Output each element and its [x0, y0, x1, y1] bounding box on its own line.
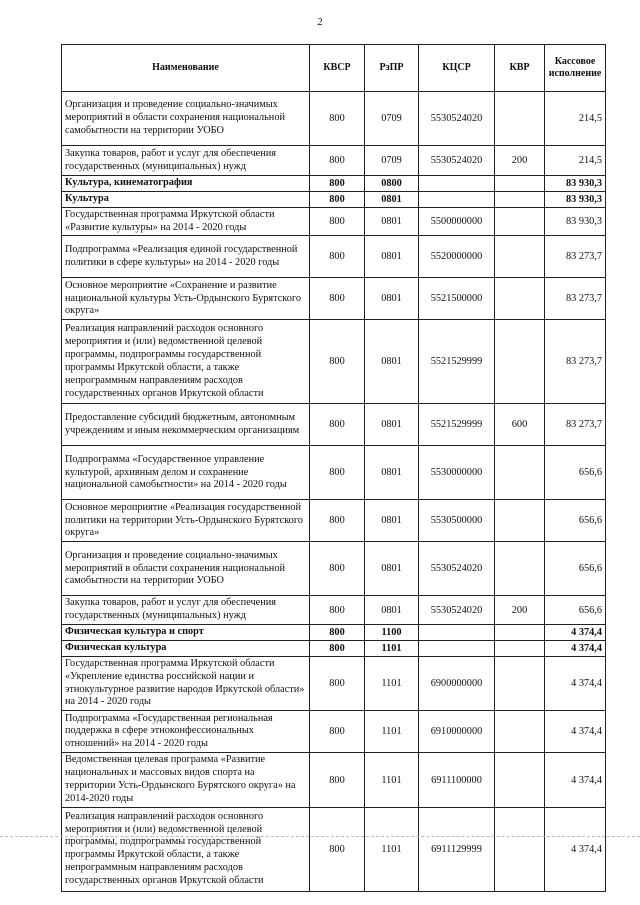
cell-amount: 656,6 — [545, 542, 606, 596]
page-number: 2 — [317, 16, 323, 28]
cell-rzpr: 0801 — [365, 404, 419, 446]
cell-kcsr: 5521529999 — [419, 404, 495, 446]
cell-name: Закупка товаров, работ и услуг для обеспечения государственных (муниципальных) нужд — [62, 596, 310, 625]
header-kcsr: КЦСР — [419, 45, 495, 92]
cell-rzpr: 1101 — [365, 807, 419, 891]
cell-rzpr: 0801 — [365, 191, 419, 207]
cell-kvsr: 800 — [310, 596, 365, 625]
cell-kvr — [495, 278, 545, 320]
table-row — [62, 500, 606, 542]
cell-kvr — [495, 500, 545, 542]
header-amount: Кассовое исполнение — [545, 45, 606, 92]
cell-kvr: 200 — [495, 596, 545, 625]
cell-name: Предоставление субсидий бюджетным, автономным учреждениям и иным некоммерческим организациям — [62, 404, 310, 446]
cell-rzpr: 1101 — [365, 656, 419, 710]
cell-kvsr: 800 — [310, 404, 365, 446]
cell-kvr — [495, 625, 545, 641]
cell-name: Организация и проведение социально-значимых мероприятий в области сохранения национальной самобытности на территории УОБО — [62, 542, 310, 596]
cell-kcsr: 5530000000 — [419, 446, 495, 500]
cell-name: Государственная программа Иркутской области «Развитие культуры» на 2014 - 2020 годы — [62, 207, 310, 236]
header-kvr: КВР — [495, 45, 545, 92]
table-row — [62, 446, 606, 500]
cell-kvsr: 800 — [310, 146, 365, 176]
table-body — [62, 92, 606, 892]
cell-rzpr: 0800 — [365, 176, 419, 192]
cell-kvsr: 800 — [310, 207, 365, 236]
cell-rzpr: 0801 — [365, 278, 419, 320]
cell-kvr — [495, 92, 545, 146]
cell-amount: 4 374,4 — [545, 711, 606, 753]
cell-kvr: 200 — [495, 146, 545, 176]
cell-kvsr: 800 — [310, 656, 365, 710]
cell-rzpr: 0709 — [365, 146, 419, 176]
table-row — [62, 625, 606, 641]
cell-name: Физическая культура и спорт — [62, 625, 310, 641]
scan-artifact-line — [0, 836, 640, 837]
cell-name: Ведомственная целевая программа «Развитие национальных и массовых видов спорта на территории Усть-Ордынского Бурятского округа» на 2014-2020 годы — [62, 753, 310, 807]
cell-kcsr: 5521500000 — [419, 278, 495, 320]
table-row — [62, 207, 606, 236]
cell-amount: 656,6 — [545, 446, 606, 500]
cell-kvr — [495, 236, 545, 278]
cell-kcsr: 5520000000 — [419, 236, 495, 278]
cell-rzpr: 0801 — [365, 446, 419, 500]
table-header-row — [62, 45, 606, 92]
table-row — [62, 807, 606, 891]
table-row — [62, 236, 606, 278]
cell-amount: 4 374,4 — [545, 807, 606, 891]
cell-name: Подпрограмма «Реализация единой государственной политики в сфере культуры» на 2014 - 2020 годы — [62, 236, 310, 278]
cell-kcsr: 5500000000 — [419, 207, 495, 236]
cell-rzpr: 0801 — [365, 500, 419, 542]
cell-kcsr — [419, 625, 495, 641]
cell-name: Реализация направлений расходов основного мероприятия и (или) ведомственной целевой программы, подпрограммы государственной программы Иркутской области, а также непрограммным направлениям расходов государственных органов Иркутской области — [62, 320, 310, 404]
cell-name: Культура — [62, 191, 310, 207]
cell-name: Реализация направлений расходов основного мероприятия и (или) ведомственной целевой программы, подпрограммы государственной программы Иркутской области, а также непрограммным направлениям расходов государственных органов Иркутской области — [62, 807, 310, 891]
cell-kcsr — [419, 191, 495, 207]
cell-kcsr: 5521529999 — [419, 320, 495, 404]
cell-kcsr: 5530524020 — [419, 596, 495, 625]
cell-amount: 83 273,7 — [545, 236, 606, 278]
table-row — [62, 191, 606, 207]
cell-rzpr: 1101 — [365, 711, 419, 753]
cell-amount: 83 273,7 — [545, 278, 606, 320]
cell-kvr — [495, 446, 545, 500]
cell-rzpr: 0801 — [365, 596, 419, 625]
cell-kvr — [495, 753, 545, 807]
cell-kvr — [495, 207, 545, 236]
cell-kvsr: 800 — [310, 500, 365, 542]
cell-kvr — [495, 542, 545, 596]
cell-kvsr: 800 — [310, 236, 365, 278]
cell-kvr — [495, 191, 545, 207]
cell-kvsr: 800 — [310, 625, 365, 641]
cell-kvsr: 800 — [310, 753, 365, 807]
cell-kvsr: 800 — [310, 92, 365, 146]
cell-kcsr: 6910000000 — [419, 711, 495, 753]
cell-rzpr: 1101 — [365, 641, 419, 657]
cell-amount: 83 273,7 — [545, 404, 606, 446]
cell-kvsr: 800 — [310, 446, 365, 500]
cell-kcsr: 5530524020 — [419, 542, 495, 596]
table-row — [62, 404, 606, 446]
cell-rzpr: 1100 — [365, 625, 419, 641]
cell-name: Государственная программа Иркутской области «Укрепление единства российской нации и этнокультурное развитие народов Иркутской области» на 2014 - 2020 годы — [62, 656, 310, 710]
cell-kvsr: 800 — [310, 542, 365, 596]
cell-name: Культура, кинематография — [62, 176, 310, 192]
header-name: Наименование — [62, 45, 310, 92]
cell-rzpr: 0709 — [365, 92, 419, 146]
cell-rzpr: 0801 — [365, 320, 419, 404]
cell-name: Физическая культура — [62, 641, 310, 657]
cell-amount: 4 374,4 — [545, 753, 606, 807]
cell-kcsr — [419, 641, 495, 657]
cell-amount: 656,6 — [545, 596, 606, 625]
cell-name: Подпрограмма «Государственная региональная поддержка в сфере этноконфессиональных отношений» на 2014 - 2020 годы — [62, 711, 310, 753]
cell-rzpr: 0801 — [365, 236, 419, 278]
cell-name: Подпрограмма «Государственное управление культурой, архивным делом и сохранение национальной самобытности» на 2014 - 2020 годы — [62, 446, 310, 500]
cell-kcsr — [419, 176, 495, 192]
cell-kvsr: 800 — [310, 176, 365, 192]
cell-amount: 214,5 — [545, 146, 606, 176]
cell-kvsr: 800 — [310, 641, 365, 657]
table-row — [62, 176, 606, 192]
cell-rzpr: 0801 — [365, 542, 419, 596]
header-kvsr: КВСР — [310, 45, 365, 92]
cell-name: Основное мероприятие «Сохранение и развитие национальной культуры Усть-Ордынского Бурятского округа» — [62, 278, 310, 320]
cell-amount: 656,6 — [545, 500, 606, 542]
cell-name: Основное мероприятие «Реализация государственной политики на территории Усть-Ордынского Бурятского округа» — [62, 500, 310, 542]
cell-amount: 83 273,7 — [545, 320, 606, 404]
cell-kcsr: 6911129999 — [419, 807, 495, 891]
cell-name: Организация и проведение социально-значимых мероприятий в области сохранения национальной самобытности на территории УОБО — [62, 92, 310, 146]
cell-kcsr: 6900000000 — [419, 656, 495, 710]
cell-kvr — [495, 807, 545, 891]
cell-amount: 4 374,4 — [545, 656, 606, 710]
cell-amount: 83 930,3 — [545, 207, 606, 236]
table-row — [62, 146, 606, 176]
cell-kcsr: 5530500000 — [419, 500, 495, 542]
cell-kcsr: 5530524020 — [419, 92, 495, 146]
cell-kvsr: 800 — [310, 278, 365, 320]
cell-amount: 83 930,3 — [545, 191, 606, 207]
cell-kvr — [495, 656, 545, 710]
cell-kcsr: 5530524020 — [419, 146, 495, 176]
budget-table — [61, 44, 606, 892]
table-row — [62, 320, 606, 404]
table-row — [62, 753, 606, 807]
cell-kvr — [495, 320, 545, 404]
cell-kvsr: 800 — [310, 807, 365, 891]
cell-kcsr: 6911100000 — [419, 753, 495, 807]
cell-amount: 83 930,3 — [545, 176, 606, 192]
cell-name: Закупка товаров, работ и услуг для обеспечения государственных (муниципальных) нужд — [62, 146, 310, 176]
table-row — [62, 596, 606, 625]
cell-kvr: 600 — [495, 404, 545, 446]
cell-rzpr: 0801 — [365, 207, 419, 236]
table-row — [62, 542, 606, 596]
table-row — [62, 656, 606, 710]
cell-amount: 214,5 — [545, 92, 606, 146]
cell-amount: 4 374,4 — [545, 641, 606, 657]
cell-kvsr: 800 — [310, 191, 365, 207]
table-row — [62, 711, 606, 753]
cell-kvsr: 800 — [310, 320, 365, 404]
table-row — [62, 641, 606, 657]
cell-kvr — [495, 641, 545, 657]
cell-rzpr: 1101 — [365, 753, 419, 807]
table-row — [62, 278, 606, 320]
table-row — [62, 92, 606, 146]
header-rzpr: РзПР — [365, 45, 419, 92]
cell-kvr — [495, 711, 545, 753]
cell-kvsr: 800 — [310, 711, 365, 753]
cell-kvr — [495, 176, 545, 192]
cell-amount: 4 374,4 — [545, 625, 606, 641]
